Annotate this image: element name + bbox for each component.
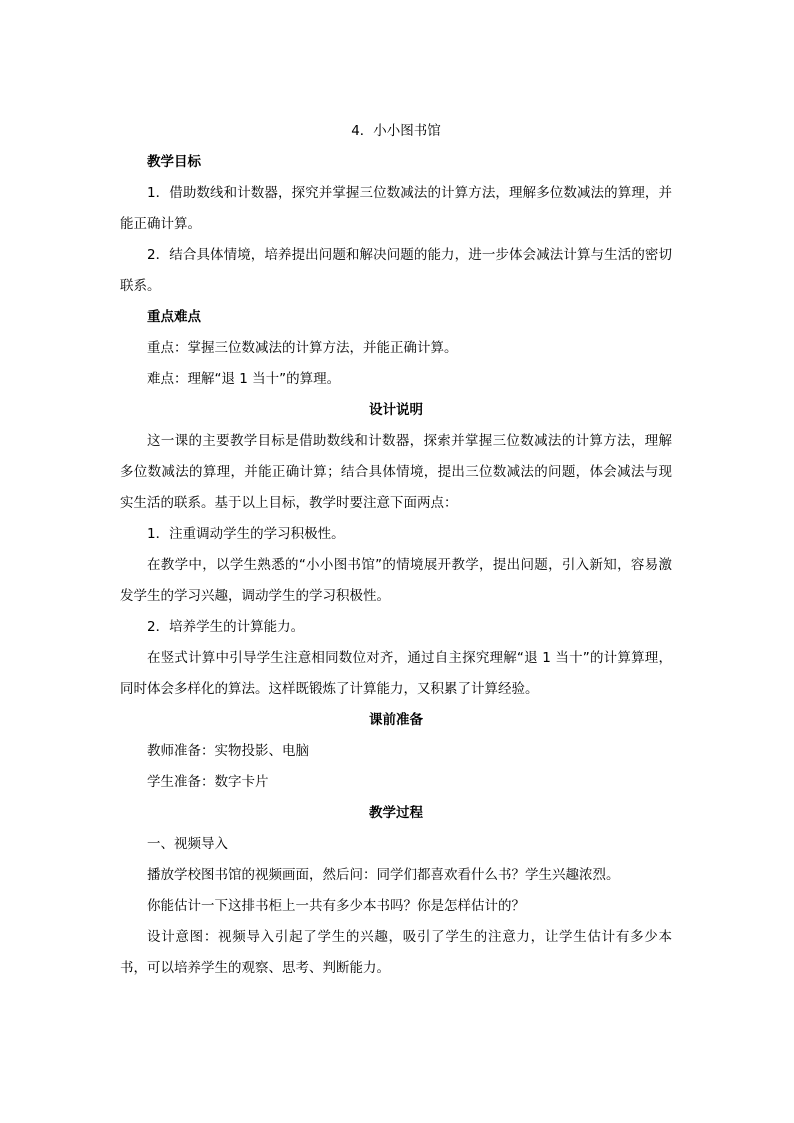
design-point-2-paragraph: 在竖式计算中引导学生注意相同数位对齐，通过自主探究理解“退 1 当十”的计算算理，同时体会多样化的算法。这样既锻炼了计算能力，又积累了计算经验。	[120, 650, 672, 697]
goals-heading: 教学目标	[147, 154, 201, 170]
keypoint-text: 重点：掌握三位数减法的计算方法，并能正确计算。	[147, 340, 458, 356]
goal-1: 1．借助数线和计数器，探究并掌握三位数减法的计算方法，理解多位数减法的算理，并能正确计算。	[120, 185, 672, 232]
design-point-1-paragraph: 在教学中，以学生熟悉的“小小图书馆”的情境展开教学，提出问题，引入新知，容易激发学生的学习兴趣，调动学生的学习积极性。	[120, 557, 672, 604]
student-prep: 学生准备：数字卡片	[147, 774, 269, 790]
step-1-design-intent: 设计意图：视频导入引起了学生的兴趣，吸引了学生的注意力，让学生估计有多少本书，可以培养学生的观察、思考、判断能力。	[120, 929, 672, 976]
design-point-2: 2．培养学生的计算能力。	[147, 619, 305, 635]
keypoints-heading: 重点难点	[147, 309, 201, 325]
process-heading: 教学过程	[369, 805, 423, 821]
document-page	[120, 116, 672, 984]
prep-heading: 课前准备	[369, 712, 423, 728]
goal-2: 2．结合具体情境，培养提出问题和解决问题的能力，进一步体会减法计算与生活的密切联系。	[120, 247, 672, 294]
design-heading: 设计说明	[369, 402, 423, 418]
step-1-heading: 一、视频导入	[147, 836, 228, 852]
step-1-line-1: 播放学校图书馆的视频画面，然后问：同学们都喜欢看什么书？学生兴趣浓烈。	[147, 867, 620, 883]
design-paragraph: 这一课的主要教学目标是借助数线和计数器，探索并掌握三位数减法的计算方法，理解多位数减法的算理，并能正确计算；结合具体情境，提出三位数减法的问题，体会减法与现实生活的联系。基于以上目标，教学时要注意下面两点：	[120, 433, 672, 511]
teacher-prep: 教师准备：实物投影、电脑	[147, 743, 309, 759]
design-point-1: 1．注重调动学生的学习积极性。	[147, 526, 345, 542]
difficulty-text: 难点：理解“退 1 当十”的算理。	[147, 371, 341, 387]
step-1-line-2: 你能估计一下这排书柜上一共有多少本书吗？你是怎样估计的？	[147, 898, 525, 914]
document-title: 4．小小图书馆	[351, 123, 441, 139]
